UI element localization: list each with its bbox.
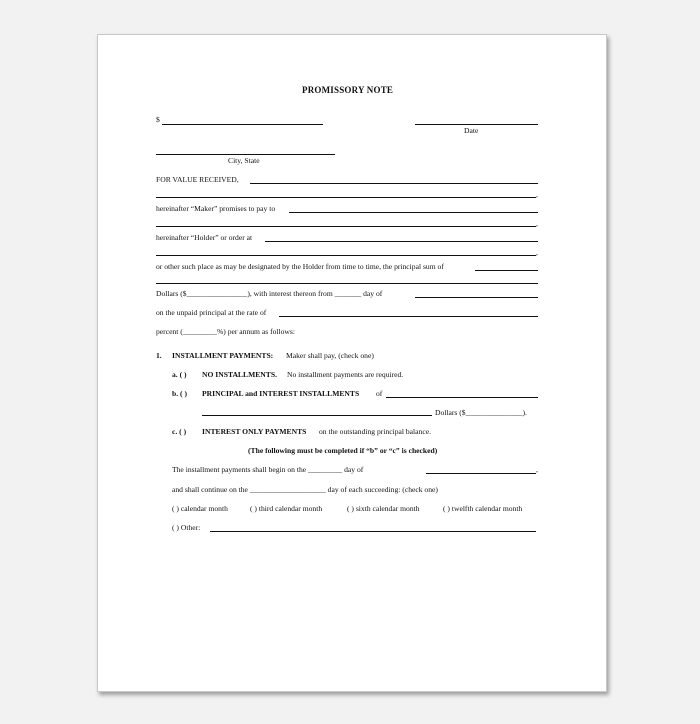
maker-promise-label: hereinafter “Maker” promises to pay to xyxy=(156,204,276,213)
for-value-label: FOR VALUE RECEIVED, xyxy=(156,175,239,184)
rate-field[interactable] xyxy=(279,316,538,317)
option-other[interactable]: ( ) Other: xyxy=(172,523,201,532)
option-a-text: No installment payments are required. xyxy=(287,370,404,379)
section-1-title: INSTALLMENT PAYMENTS: xyxy=(172,351,274,360)
dollars-interest-line: Dollars ($________________), with interest thereon from _______ day of xyxy=(156,289,383,298)
option-c-checkbox[interactable]: c. ( ) xyxy=(172,427,187,436)
option-a-checkbox[interactable]: a. ( ) xyxy=(172,370,187,379)
interest-date-field[interactable] xyxy=(415,297,538,298)
option-b-dollars: Dollars ($_______________). xyxy=(435,408,527,417)
comma: , xyxy=(536,465,538,474)
unpaid-principal-label: on the unpaid principal at the rate of xyxy=(156,308,267,317)
continue-on-label: and shall continue on the ____________________ day of each succeeding: (check one) xyxy=(172,485,438,494)
option-c-title: INTEREST ONLY PAYMENTS xyxy=(202,427,307,436)
option-sixth-calendar-month[interactable]: ( ) sixth calendar month xyxy=(347,504,420,513)
section-1-number: 1. xyxy=(156,351,162,360)
address-field-2[interactable] xyxy=(156,255,536,256)
principal-sum-field[interactable] xyxy=(475,270,538,271)
option-b-title: PRINCIPAL and INTEREST INSTALLMENTS xyxy=(202,389,360,398)
principal-words-field[interactable] xyxy=(156,283,538,284)
option-b-amount-words-field[interactable] xyxy=(386,397,538,398)
holder-label: hereinafter “Holder” or order at xyxy=(156,233,253,242)
payee-field-2[interactable] xyxy=(156,226,536,227)
amount-field[interactable] xyxy=(162,124,323,125)
begin-on-label: The installment payments shall begin on the _________ day of xyxy=(172,465,364,474)
comma: , xyxy=(536,219,538,228)
maker-name-field-2[interactable] xyxy=(156,197,536,198)
payee-field[interactable] xyxy=(289,212,538,213)
principal-sum-label: or other such place as may be designated by the Holder from time to time, the principal sum of xyxy=(156,262,444,271)
dollar-sign: $ xyxy=(156,115,160,124)
page-title: PROMISSORY NOTE xyxy=(302,85,394,95)
option-b-checkbox[interactable]: b. ( ) xyxy=(172,389,187,398)
option-twelfth-calendar-month[interactable]: ( ) twelfth calendar month xyxy=(443,504,523,513)
city-state-label: City, State xyxy=(228,156,260,165)
date-label: Date xyxy=(464,126,479,135)
other-field[interactable] xyxy=(210,531,536,532)
option-b-of: of xyxy=(376,389,383,398)
option-c-text: on the outstanding principal balance. xyxy=(319,427,431,436)
document-page xyxy=(97,34,607,692)
address-field[interactable] xyxy=(265,241,538,242)
option-b-amount-words-field-2[interactable] xyxy=(202,415,432,416)
percent-line: percent (_________%) per annum as follows: xyxy=(156,327,295,336)
begin-month-field[interactable] xyxy=(426,473,536,474)
option-third-calendar-month[interactable]: ( ) third calendar month xyxy=(250,504,323,513)
option-a-title: NO INSTALLMENTS. xyxy=(202,370,277,379)
comma: , xyxy=(536,248,538,257)
option-calendar-month[interactable]: ( ) calendar month xyxy=(172,504,228,513)
completion-notice: (The following must be completed if “b” or “c” is checked) xyxy=(248,446,438,455)
comma: , xyxy=(536,190,538,199)
maker-name-field[interactable] xyxy=(250,183,538,184)
section-1-text: Maker shall pay, (check one) xyxy=(286,351,374,360)
city-state-field[interactable] xyxy=(156,154,335,155)
date-field[interactable] xyxy=(415,124,538,125)
